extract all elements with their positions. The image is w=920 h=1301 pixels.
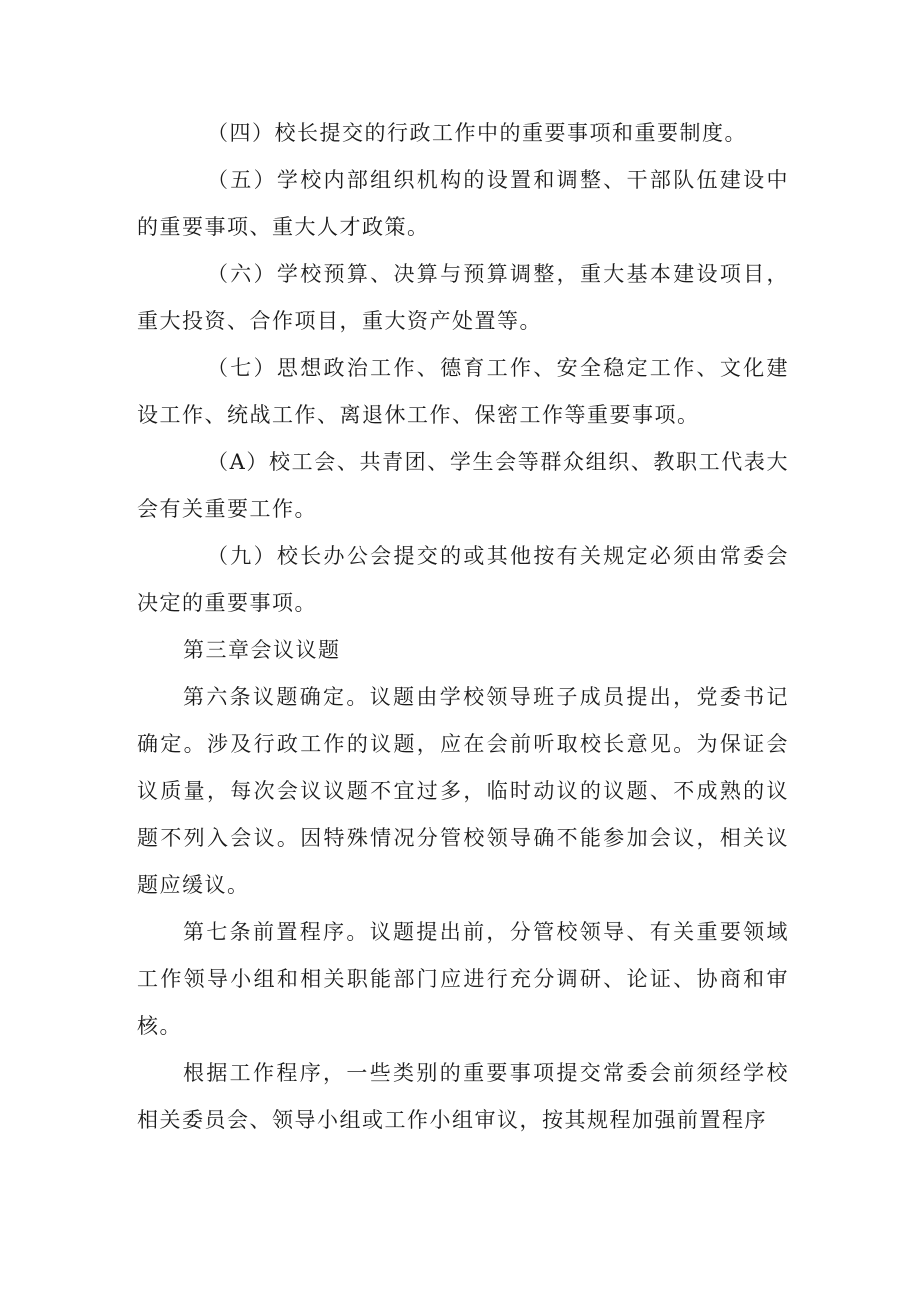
paragraph-item-7: （七）思想政治工作、德育工作、安全稳定工作、文化建设工作、统战工作、离退休工作、保密工作等重要事项。 [137, 356, 789, 427]
paragraph-item-4: （四）校长提交的行政工作中的重要事项和重要制度。 [207, 121, 747, 145]
paragraph-item-6: （六）学校预算、决算与预算调整，重大基本建设项目，重大投资、合作项目，重大资产处置等。 [137, 262, 789, 333]
document-body [137, 110, 789, 1144]
paragraph-article-6: 第六条议题确定。议题由学校领导班子成员提出，党委书记确定。涉及行政工作的议题，应在会前听取校长意见。为保证会议质量，每次会议议题不宜过多，临时动议的议题、不成熟的议题不列入会议。因特殊情况分管校领导确不能参加会议，相关议题应缓议。 [137, 685, 789, 897]
paragraph-article-7: 第七条前置程序。议题提出前，分管校领导、有关重要领域工作领导小组和相关职能部门应进行充分调研、论证、协商和审核。 [137, 920, 789, 1038]
chapter-heading: 第三章会议议题 [183, 638, 341, 662]
paragraph-item-9: （九）校长办公会提交的或其他按有关规定必须由常委会决定的重要事项。 [137, 544, 789, 615]
paragraph-item-8: （A）校工会、共青团、学生会等群众组织、教职工代表大会有关重要工作。 [137, 450, 789, 521]
paragraph-procedure: 根据工作程序，一些类别的重要事项提交常委会前须经学校相关委员会、领导小组或工作小组审议，按其规程加强前置程序 [137, 1061, 789, 1132]
paragraph-item-5: （五）学校内部组织机构的设置和调整、干部队伍建设中的重要事项、重大人才政策。 [137, 168, 789, 239]
